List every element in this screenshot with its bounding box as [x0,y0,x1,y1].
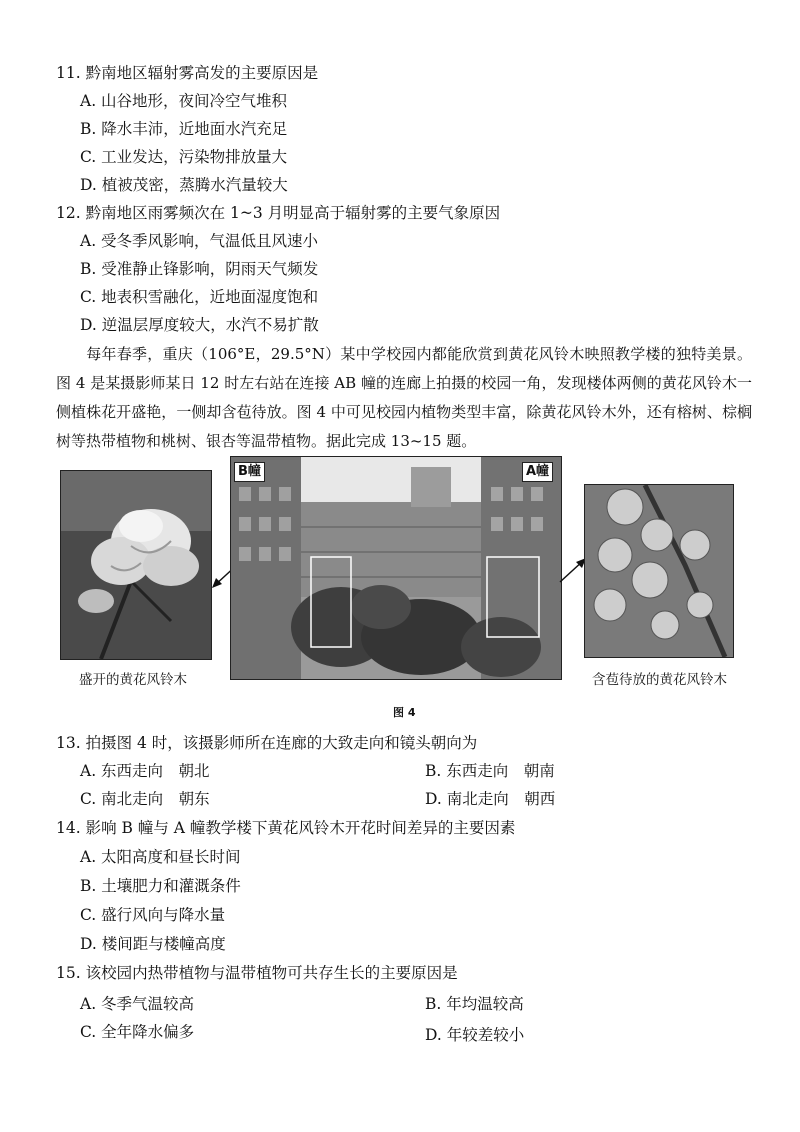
right-photo-caption: 含苞待放的黄花风铃木 [592,672,727,688]
question-11-option-d: D. 植被茂密，蒸腾水汽量较大 [80,176,288,194]
question-12-option-c: C. 地表积雪融化，近地面湿度饱和 [80,288,319,306]
question-13-option-a: A. 东西走向 朝北 [80,762,210,780]
question-11-option-a: A. 山谷地形，夜间冷空气堆积 [80,92,288,110]
question-13-option-d: D. 南北走向 朝西 [425,790,556,808]
question-11-stem: 11. 黔南地区辐射雾高发的主要原因是 [56,64,319,82]
question-15-option-a: A. 冬季气温较高 [80,995,195,1013]
question-12-option-b: B. 受准静止锋影响，阴雨天气频发 [80,260,319,278]
question-12-stem: 12. 黔南地区雨雾频次在 1~3 月明显高于辐射雾的主要气象原因 [56,204,501,222]
left-photo-caption: 盛开的黄花风铃木 [79,672,187,688]
budding-flowers-image [585,485,733,657]
question-12-option-d: D. 逆温层厚度较大，水汽不易扩散 [80,316,319,334]
question-14-stem: 14. 影响 B 幢与 A 幢教学楼下黄花风铃木开花时间差异的主要因素 [56,819,516,837]
question-14-option-d: D. 楼间距与楼幢高度 [80,935,226,953]
photo-budding-tree [584,484,734,658]
question-11-option-c: C. 工业发达，污染物排放量大 [80,148,288,166]
question-13-option-b: B. 东西走向 朝南 [425,762,555,780]
label-building-a: A幢 [522,462,553,482]
question-11-option-b: B. 降水丰沛，近地面水汽充足 [80,120,288,138]
passage [56,340,752,456]
figure-title: 图 4 [393,706,416,719]
question-15-stem: 15. 该校园内热带植物与温带植物可共存生长的主要原因是 [56,964,458,982]
question-12-option-a: A. 受冬季风影响，气温低且风速小 [80,232,319,250]
question-14-option-b: B. 土壤肥力和灌溉条件 [80,877,241,895]
label-building-b: B幢 [234,462,265,482]
question-15-option-b: B. 年均温较高 [425,995,524,1013]
question-15-option-c: C. 全年降水偏多 [80,1023,195,1041]
question-13-option-c: C. 南北走向 朝东 [80,790,210,808]
photo-blooming-tree [60,470,212,660]
question-14-option-a: A. 太阳高度和昼长时间 [80,848,241,866]
passage-text: 每年春季，重庆（106°E，29.5°N）某中学校园内都能欣赏到黄花风铃木映照教学楼的独特美景。图 4 是某摄影师某日 12 时左右站在连接 AB 幢的连廊上拍摄的校园一角，发现楼体两侧的黄花风铃木一侧植株花开盛艳，一侧却含苞待放。图 4 中可见校园内植物类型丰富，除黄花风铃木外，还有榕树、棕榈树等热带植物和桃树、银杏等温带植物。据此完成 13~15 题。 [56,345,752,450]
question-14-option-c: C. 盛行风向与降水量 [80,906,226,924]
campus-image [231,457,561,679]
question-13-stem: 13. 拍摄图 4 时，该摄影师所在连廊的大致走向和镜头朝向为 [56,734,478,752]
blooming-flowers-image [61,471,211,659]
photo-campus [230,456,562,680]
question-15-option-d: D. 年较差较小 [425,1026,525,1044]
